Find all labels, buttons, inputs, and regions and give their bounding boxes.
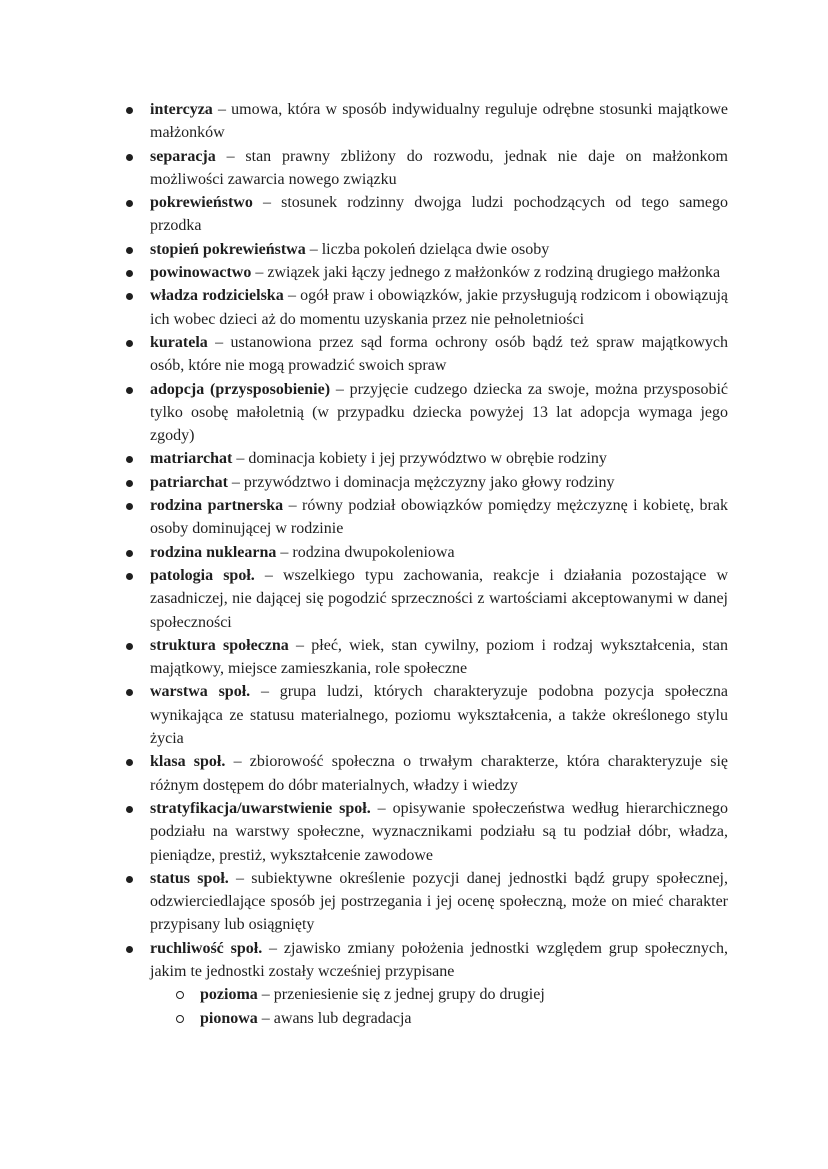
term: intercyza [150, 101, 213, 118]
definition: – stan prawny zbliżony do rozwodu, jednak nie daje on małżonkom możliwości zawarcia nowego związku [150, 147, 728, 188]
definition: – awans lub degradacja [257, 1009, 412, 1027]
term: matriarchat [150, 450, 233, 468]
list-item [124, 680, 728, 750]
term: kuratela [150, 333, 208, 351]
term: ruchliwość społ. [150, 939, 263, 957]
term: stratyfikacja/uwarstwienie społ. [150, 799, 371, 817]
term: stopień pokrewieństwa [150, 240, 306, 258]
term: adopcja (przysposobienie) [150, 380, 331, 398]
definition: – umowa, która w sposób indywidualny reguluje odrębne stosunki majątkowe małżonków [150, 101, 728, 142]
definition: – przywództwo i dominacja mężczyzny jako głowy rodziny [227, 473, 615, 491]
list-item [124, 98, 728, 145]
term: separacja [150, 147, 216, 165]
term: patriarchat [150, 473, 228, 491]
definition: – subiektywne określenie pozycji danej jednostki bądź grupy społecznej, odzwierciedlające sposób jej postrzegania i jej ocenę społeczną, może on mieć charakter przypisany lub osiągnięty [150, 869, 728, 934]
definition: – stosunek rodzinny dwojga ludzi pochodzących od tego samego przodka [150, 194, 728, 235]
term: pionowa [200, 1009, 258, 1027]
term: pokrewieństwo [150, 194, 253, 212]
list-item [124, 797, 728, 867]
term: władza rodzicielska [150, 287, 284, 305]
term: pozioma [200, 986, 258, 1004]
glossary-list [124, 98, 728, 1030]
definition: – grupa ludzi, których charakteryzuje podobna pozycja społeczna wynikająca ze statusu materialnego, poziomu wykształcenia, a także określonego stylu życia [150, 683, 728, 748]
list-item [124, 867, 728, 937]
term: status społ. [150, 869, 229, 887]
mobility-subtypes-list [150, 983, 728, 1030]
definition: – zjawisko zmiany położenia jednostki względem grup społecznych, jakim te jednostki zostały wcześniej przypisane [150, 939, 729, 980]
sub-list-item [150, 983, 728, 1006]
definition: – równy podział obowiązków pomiędzy mężczyznę i kobietę, brak osoby dominującej w rodzinie [150, 497, 728, 538]
list-item [124, 238, 728, 261]
term: rodzina nuklearna [150, 543, 277, 561]
term: patologia społ. [150, 566, 255, 584]
list-item [124, 541, 728, 564]
term: klasa społ. [150, 753, 226, 771]
term: struktura społeczna [150, 636, 289, 654]
list-item [124, 145, 728, 192]
list-item [124, 447, 728, 470]
definition: – ustanowiona przez sąd forma ochrony osób bądź też spraw majątkowych osób, które nie mogą prowadzić swoich spraw [150, 333, 728, 375]
list-item [124, 750, 728, 797]
list-item [124, 937, 728, 1030]
list-item [124, 331, 728, 378]
definition: – dominacja kobiety i jej przywództwo w obrębie rodziny [232, 450, 607, 468]
definition: – związek jaki łączy jednego z małżonków z rodziną drugiego małżonka [251, 264, 721, 282]
definition: – płeć, wiek, stan cywilny, poziom i rodzaj wykształcenia, stan majątkowy, miejsce zamieszkania, role społeczne [150, 636, 728, 678]
list-item [124, 564, 728, 634]
definition: – wszelkiego typu zachowania, reakcje i działania pozostające w zasadniczej, nie dającej się pogodzić sprzeczności z wartościami akceptowanymi w danej społeczności [150, 566, 729, 631]
term: powinowactwo [150, 264, 252, 282]
list-item [124, 261, 728, 284]
list-item [124, 634, 728, 681]
list-item [124, 494, 728, 541]
definition: – liczba pokoleń dzieląca dwie osoby [305, 240, 550, 258]
definition: – rodzina dwupokoleniowa [276, 543, 455, 561]
term: warstwa społ. [150, 683, 251, 701]
list-item [124, 471, 728, 494]
definition: – przyjęcie cudzego dziecka za swoje, można przysposobić tylko osobę małoletnią (w przypadku dziecka powyżej 13 lat adopcja wymaga jego zgody) [150, 380, 728, 445]
term: rodzina partnerska [150, 497, 284, 515]
list-item [124, 378, 728, 448]
list-item [124, 284, 728, 331]
list-item [124, 191, 728, 238]
definition: – zbiorowość społeczna o trwałym charakterze, która charakteryzuje się różnym dostępem do dóbr materialnych, władzy i wiedzy [150, 753, 728, 794]
definition: – ogół praw i obowiązków, jakie przysługują rodzicom i obowiązują ich wobec dzieci aż do momentu uzyskania przez nie pełnoletniości [150, 287, 729, 328]
definition: – przeniesienie się z jednej grupy do drugiej [257, 986, 545, 1004]
sub-list-item [150, 1007, 728, 1030]
definition: – opisywanie społeczeństwa według hierarchicznego podziału na warstwy społeczne, wyznacznikami podziału są tu podział dóbr, władza, pieniądze, prestiż, wykształcenie zawodowe [150, 799, 728, 864]
